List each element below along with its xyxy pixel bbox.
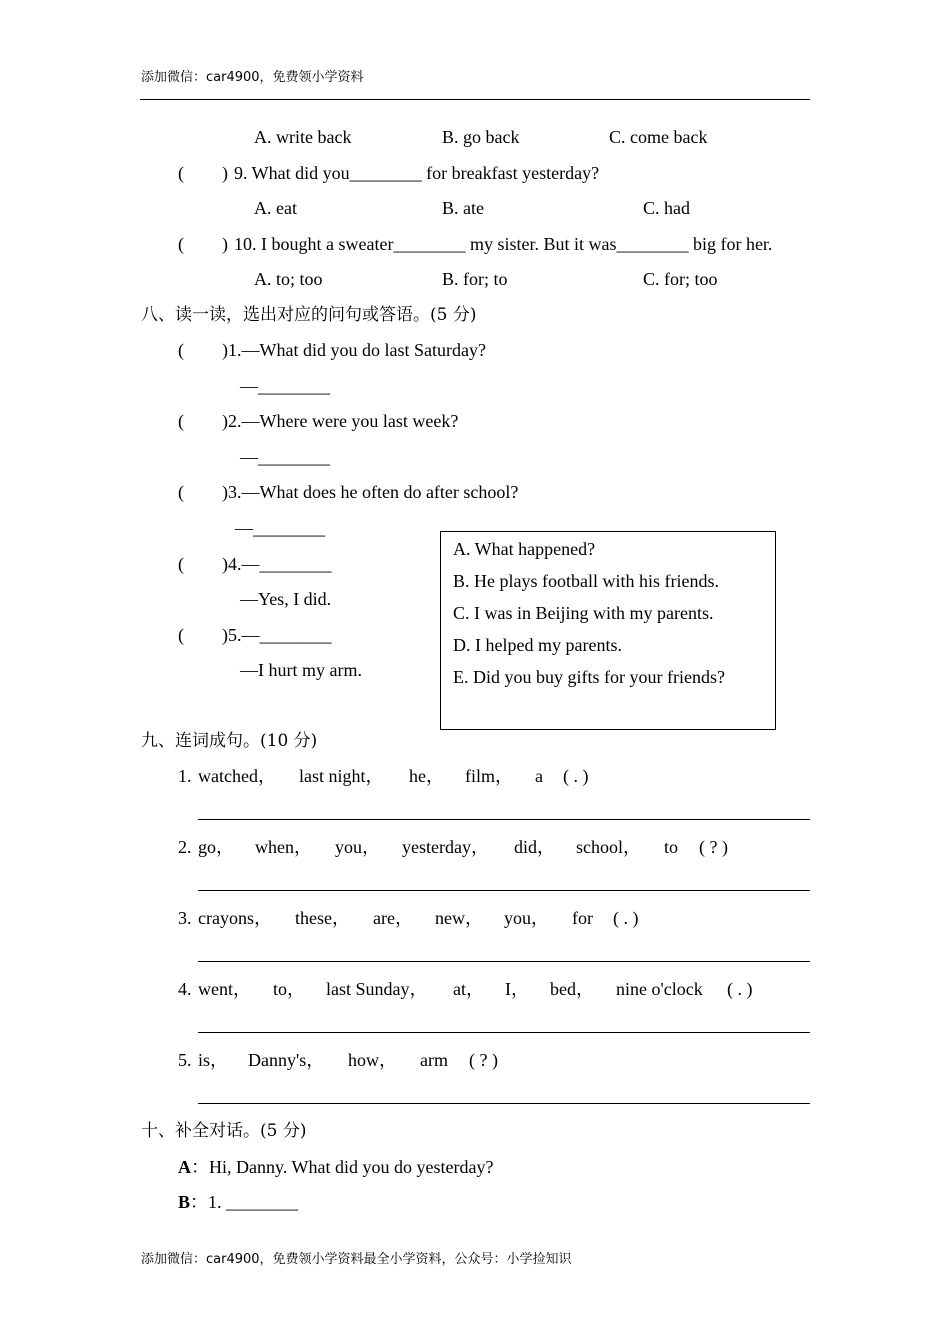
q9-option-b: B. ate	[442, 198, 484, 218]
section10-title: 十、补全对话。(5 分)	[141, 1121, 307, 1141]
dialogue-line-b	[178, 1191, 298, 1213]
s9-word: I，	[505, 979, 529, 999]
page-header: 添加微信：car4900，免费领小学资料	[141, 70, 364, 85]
answer-line	[198, 1032, 810, 1033]
s9-word: for	[572, 908, 593, 928]
dialogue-line-a	[178, 1156, 493, 1178]
s9-word: crayons，	[198, 908, 272, 928]
q9-option-a: A. eat	[254, 198, 297, 218]
s9-word: arm	[420, 1050, 448, 1070]
s8-item3-paren: (	[178, 482, 184, 502]
s8-item2-answer: —________	[240, 447, 330, 467]
s9-word: did，	[514, 837, 556, 857]
s9-word: you，	[335, 837, 380, 857]
s9-item1-number: 1.	[178, 766, 192, 786]
box-option-c: C. I was in Beijing with my parents.	[453, 603, 714, 623]
s9-punct: ( ? )	[469, 1050, 498, 1070]
s9-item5-number: 5.	[178, 1050, 192, 1070]
s8-item5-paren: (	[178, 625, 184, 645]
options-box	[440, 531, 776, 730]
s9-word: when，	[255, 837, 312, 857]
s9-word: how，	[348, 1050, 397, 1070]
s8-item5-answer: —I hurt my arm.	[240, 660, 362, 680]
q10-question: 10. I bought a sweater________ my sister. But it was________ big for her.	[234, 234, 773, 254]
s9-word: film，	[465, 766, 513, 786]
q10-option-b: B. for; to	[442, 269, 508, 289]
q10-option-c: C. for; too	[643, 269, 718, 289]
answer-line	[198, 819, 810, 820]
s8-item3-answer: —________	[235, 518, 325, 538]
s9-word: these，	[295, 908, 350, 928]
s9-word: go，	[198, 837, 234, 857]
section9-title: 九、连词成句。(10 分)	[141, 731, 318, 751]
q10-option-a: A. to; too	[254, 269, 323, 289]
s9-word: last Sunday，	[326, 979, 428, 999]
s9-word: yesterday，	[402, 837, 489, 857]
s9-word: Danny's，	[248, 1050, 325, 1070]
s8-item2-paren: (	[178, 411, 184, 431]
s9-item4-number: 4.	[178, 979, 192, 999]
s9-word: at，	[453, 979, 484, 999]
s9-word: school，	[576, 837, 641, 857]
q9-paren-close: )	[222, 163, 228, 183]
s8-item1-answer: —________	[240, 376, 330, 396]
q9-option-c: C. had	[643, 198, 690, 218]
s8-item2-question: )2.—Where were you last week?	[222, 411, 459, 431]
box-option-b: B. He plays football with his friends.	[453, 571, 719, 591]
answer-line	[198, 961, 810, 962]
speaker-label: B	[178, 1192, 191, 1212]
section8-title: 八、读一读，选出对应的问句或答语。(5 分)	[141, 305, 477, 325]
speaker-label: A	[178, 1157, 191, 1177]
s9-word: new，	[435, 908, 483, 928]
s9-word: is，	[198, 1050, 229, 1070]
s9-item2-number: 2.	[178, 837, 192, 857]
s9-word: are，	[373, 908, 413, 928]
answer-line	[198, 890, 810, 891]
s8-item1-paren: (	[178, 340, 184, 360]
s9-word: to	[664, 837, 679, 857]
speaker-colon: ：	[191, 1157, 209, 1177]
header-divider	[140, 99, 810, 100]
q8-option-b: B. go back	[442, 127, 520, 147]
s9-word: bed，	[550, 979, 594, 999]
q10-paren-close: )	[222, 234, 228, 254]
s9-word: to，	[273, 979, 306, 999]
q9-paren-open: (	[178, 163, 184, 183]
speaker-colon: ：	[190, 1192, 209, 1212]
box-option-e: E. Did you buy gifts for your friends?	[453, 667, 725, 687]
q10-paren-open: (	[178, 234, 184, 254]
s9-word: you，	[504, 908, 549, 928]
s9-punct: ( . )	[563, 766, 589, 786]
s9-punct: ( . )	[613, 908, 639, 928]
q8-option-c: C. come back	[609, 127, 708, 147]
s8-item1-question: )1.—What did you do last Saturday?	[222, 340, 486, 360]
q8-option-a: A. write back	[254, 127, 352, 147]
q9-question: 9. What did you________ for breakfast yesterday?	[234, 163, 600, 183]
s9-punct: ( . )	[727, 979, 753, 999]
s9-word: went，	[198, 979, 251, 999]
box-option-a: A. What happened?	[453, 539, 596, 559]
answer-line	[198, 1103, 810, 1104]
s8-item5-question: )5.—________	[222, 625, 332, 645]
s8-item4-answer: —Yes, I did.	[240, 589, 332, 609]
s8-item3-question: )3.—What does he often do after school?	[222, 482, 519, 502]
s9-word: he，	[409, 766, 444, 786]
s8-item4-paren: (	[178, 554, 184, 574]
s9-word: nine o'clock	[616, 979, 703, 999]
s8-item4-question: )4.—________	[222, 554, 332, 574]
s9-item3-number: 3.	[178, 908, 192, 928]
box-option-d: D. I helped my parents.	[453, 635, 622, 655]
s9-word: last night，	[299, 766, 384, 786]
dialogue-text: Hi, Danny. What did you do yesterday?	[209, 1157, 494, 1177]
s9-word: a	[535, 766, 543, 786]
s9-punct: ( ? )	[699, 837, 728, 857]
dialogue-text: 1. ________	[208, 1192, 299, 1212]
page-footer: 添加微信：car4900，免费领小学资料最全小学资料，公众号：小学捡知识	[141, 1252, 572, 1267]
s9-word: watched，	[198, 766, 276, 786]
